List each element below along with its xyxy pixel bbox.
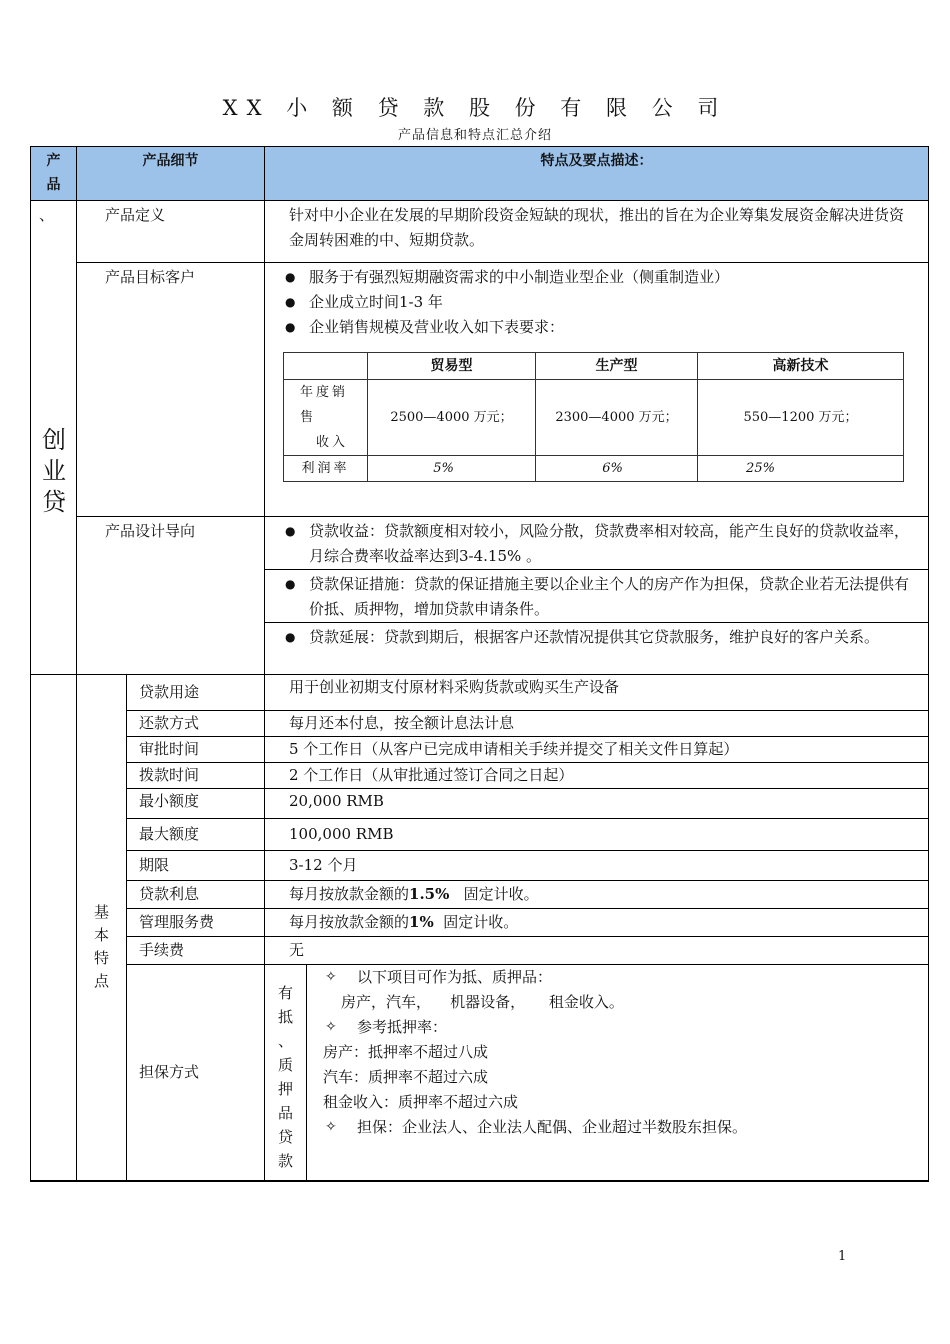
- list-item: ● 服务于有强烈短期融资需求的中小制造业型企业（侧重制造业）: [275, 265, 918, 290]
- header-detail: 产品细节: [77, 147, 265, 201]
- list-item: 租金收入：质押率不超过六成: [323, 1093, 519, 1111]
- product-prefix: 、: [39, 206, 55, 224]
- row-label: 利润率: [284, 456, 368, 482]
- feature-label: 还款方式: [127, 711, 265, 737]
- table-header-cell: 高新技术: [698, 353, 904, 380]
- row-label: 年度销 售 收入: [284, 380, 368, 456]
- header-product: 产品: [31, 147, 77, 201]
- design-item-3: [265, 623, 929, 675]
- list-item: ● 贷款保证措施：贷款的保证措施主要以企业主个人的房产作为担保，贷款企业若无法提供有价抵、质押物，增加贷款申请条件。: [275, 572, 918, 622]
- feature-value: 用于创业初期支付原材料采购货款或购买生产设备: [265, 675, 929, 711]
- table-cell: 2300—4000 万元；: [536, 380, 698, 456]
- feature-label: 贷款用途: [127, 675, 265, 711]
- guarantee-list: [323, 965, 918, 990]
- list-item: 房产，汽车， 机器设备， 租金收入。: [341, 993, 624, 1011]
- feature-value: 每月按放款金额的1.5% 固定计收。: [265, 881, 929, 909]
- guarantee-label: 担保方式: [127, 965, 265, 1181]
- list-item: ● 贷款收益：贷款额度相对较小，风险分散，贷款费率相对较高，能产生良好的贷款收益率，月综合费率收益率达到3-4.15% 。: [275, 519, 918, 569]
- basic-features-label: 基 本 特 点: [77, 675, 127, 1181]
- target-label: 产品目标客户: [77, 263, 265, 517]
- basic-features-group: [31, 675, 77, 1181]
- feature-label: 最小额度: [127, 789, 265, 819]
- table-cell: 6%: [536, 456, 698, 482]
- guarantee-content: [307, 965, 929, 1181]
- product-name: 创业贷: [42, 426, 66, 516]
- feature-label: 手续费: [127, 937, 265, 965]
- target-bullets: [275, 265, 918, 340]
- feature-value: 每月按放款金额的1% 固定计收。: [265, 909, 929, 937]
- list-item: ✧ 以下项目可作为抵、质押品：: [323, 965, 918, 990]
- document-subtitle: 产品信息和特点汇总介绍: [397, 128, 552, 143]
- table-cell: 5%: [368, 456, 536, 482]
- list-item: ✧ 担保：企业法人、企业法人配偶、企业超过半数股东担保。: [323, 1115, 918, 1140]
- feature-value: 100,000 RMB: [265, 819, 929, 851]
- definition-text: 针对中小企业在发展的早期阶段资金短缺的现状，推出的旨在为企业筹集发展资金解决进货资金周转困难的中、短期贷款。: [265, 201, 929, 263]
- design-label: 产品设计导向: [77, 517, 265, 675]
- table-header-cell: 贸易型: [368, 353, 536, 380]
- feature-value: 5 个工作日（从客户已完成申请相关手续并提交了相关文件日算起）: [265, 737, 929, 763]
- page-number: 1: [838, 1249, 847, 1264]
- feature-value: 无: [265, 937, 929, 965]
- feature-label: 贷款利息: [127, 881, 265, 909]
- product-name-cell: [31, 201, 77, 675]
- feature-label: 审批时间: [127, 737, 265, 763]
- feature-value: 2 个工作日（从审批通过签订合同之日起）: [265, 763, 929, 789]
- feature-value: 每月还本付息，按全额计息法计息: [265, 711, 929, 737]
- feature-label: 管理服务费: [127, 909, 265, 937]
- table-header-cell: 生产型: [536, 353, 698, 380]
- feature-value: 3-12 个月: [265, 851, 929, 881]
- list-item: ● 企业成立时间1-3 年: [275, 290, 918, 315]
- feature-label: 拨款时间: [127, 763, 265, 789]
- definition-label: 产品定义: [77, 201, 265, 263]
- table-header-cell: [284, 353, 368, 380]
- sales-requirement-table: [283, 352, 904, 482]
- feature-label: 最大额度: [127, 819, 265, 851]
- list-item: 汽车：质押率不超过六成: [323, 1068, 489, 1086]
- target-content: [265, 263, 929, 517]
- design-item-1: [265, 517, 929, 570]
- table-cell: 2500—4000 万元；: [368, 380, 536, 456]
- product-table: [30, 146, 929, 1182]
- table-cell: 25%: [698, 456, 904, 482]
- list-item: ● 企业销售规模及营业收入如下表要求：: [275, 315, 918, 340]
- guarantee-side: 有 抵 、 质 押 品 贷 款: [265, 965, 307, 1181]
- list-item: 房产：抵押率不超过八成: [323, 1043, 489, 1061]
- header-features: 特点及要点描述：: [265, 147, 929, 201]
- list-item: ● 贷款延展：贷款到期后，根据客户还款情况提供其它贷款服务，维护良好的客户关系。: [275, 625, 918, 650]
- feature-label: 期限: [127, 851, 265, 881]
- table-cell: 550—1200 万元；: [698, 380, 904, 456]
- document-title: XX 小 额 贷 款 股 份 有 限 公 司: [222, 96, 728, 120]
- list-item: ✧ 参考抵押率：: [323, 1015, 918, 1040]
- design-item-2: [265, 570, 929, 623]
- feature-value: 20,000 RMB: [265, 789, 929, 819]
